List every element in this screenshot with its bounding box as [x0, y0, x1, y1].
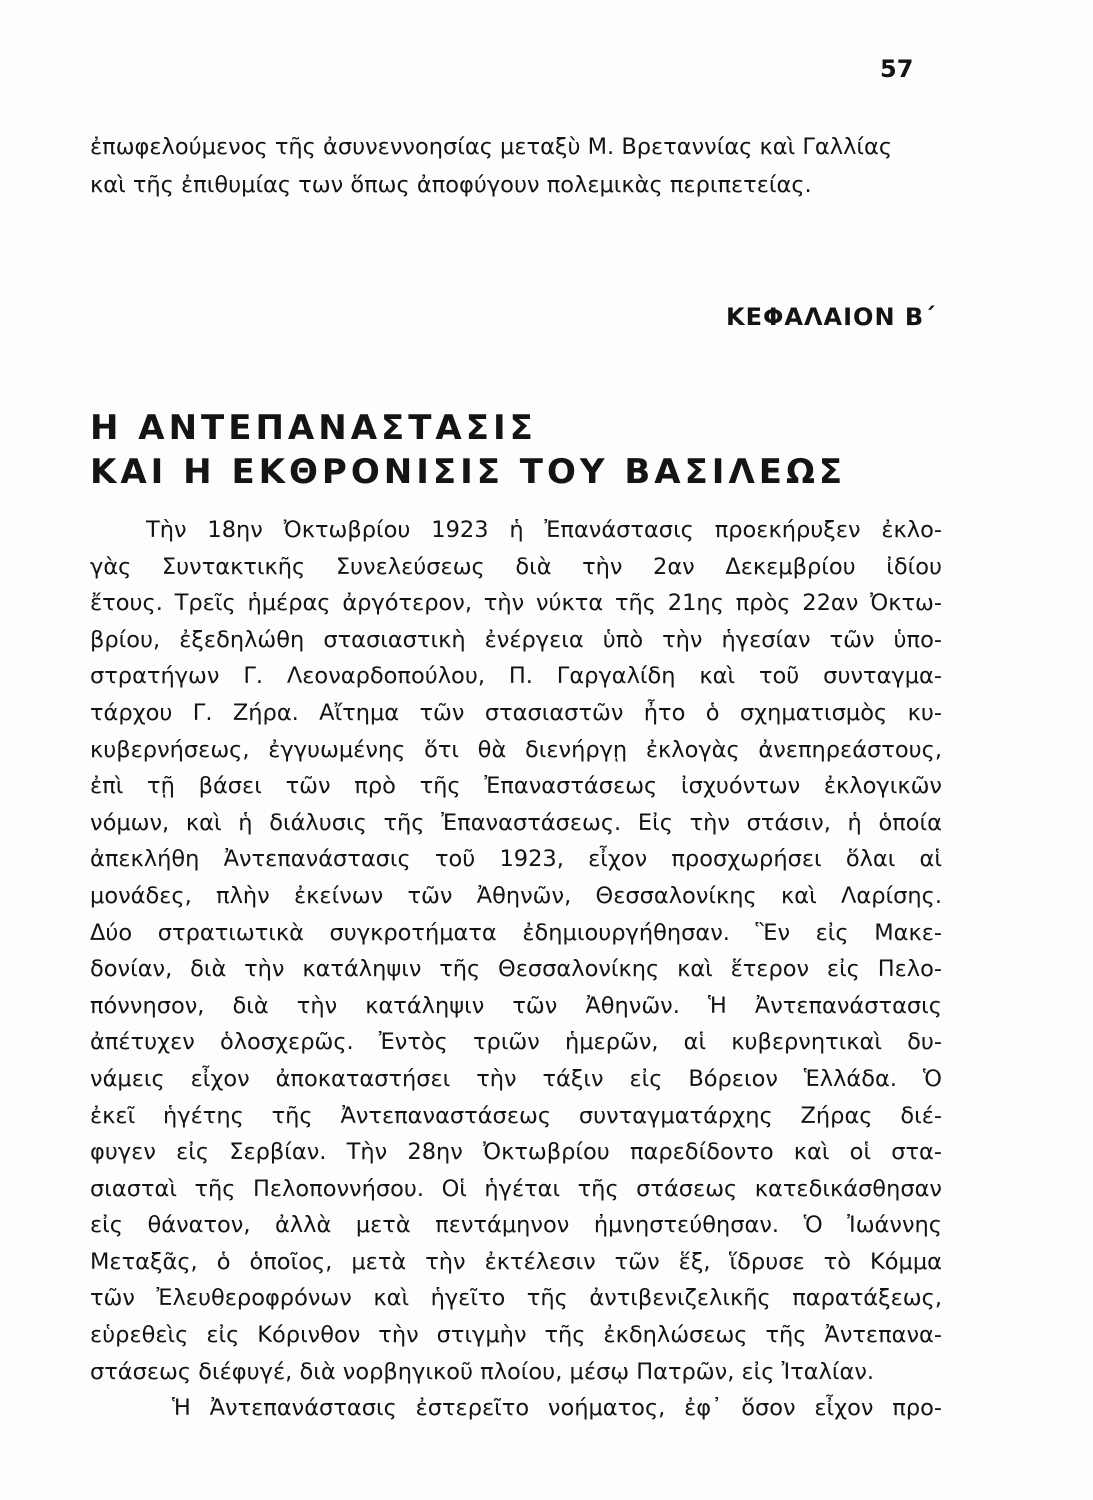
text-line: μονάδες, πλὴν ἐκείνων τῶν Ἀθηνῶν, Θεσσαλονίκης καὶ Λαρίσης.: [90, 882, 942, 909]
body-text: [90, 512, 942, 1427]
text-line: εὑρεθεὶς εἰς Κόρινθον τὴν στιγμὴν τῆς ἐκδηλώσεως τῆς Ἀντεπανα-: [90, 1322, 942, 1349]
paragraph-1: [90, 512, 942, 1390]
text-line: κυβερνήσεως, ἐγγυωμένης ὅτι θὰ διενήργῃ ἐκλογὰς ἀνεπηρεάστους,: [90, 736, 942, 763]
text-line: Μεταξᾶς, ὁ ὁποῖος, μετὰ τὴν ἐκτέλεσιν τῶν ἕξ, ἵδρυσε τὸ Κόμμα: [90, 1248, 942, 1275]
text-line: ἔτους. Τρεῖς ἡμέρας ἀργότερον, τὴν νύκτα τῆς 21ης πρὸς 22αν Ὀκτω-: [90, 590, 942, 617]
chapter-title-line-2: ΚΑΙ Η ΕΚΘΡΟΝΙΣΙΣ ΤΟΥ ΒΑΣΙΛΕΩΣ: [90, 452, 847, 492]
intro-line: καὶ τῆς ἐπιθυμίας των ὅπως ἀποφύγουν πολεμικὰς περιπετείας.: [90, 172, 812, 198]
text-line: στάσεως διέφυγέ, διὰ νορβηγικοῦ πλοίου, μέσῳ Πατρῶν, εἰς Ἰταλίαν.: [90, 1358, 875, 1385]
text-line: γὰς Συντακτικῆς Συνελεύσεως διὰ τὴν 2αν Δεκεμβρίου ἰδίου: [90, 553, 942, 580]
intro-line: ἐπωφελούμενος τῆς ἀσυνεννοησίας μεταξὺ Μ. Βρεταννίας καὶ Γαλλίας: [90, 134, 893, 160]
page-number: 57: [880, 55, 914, 83]
text-line: δονίαν, διὰ τὴν κατάληψιν τῆς Θεσσαλονίκης καὶ ἕτερον εἰς Πελο-: [90, 956, 942, 983]
text-line: ἀπεκλήθη Ἀντεπανάστασις τοῦ 1923, εἶχον προσχωρήσει ὅλαι αἱ: [90, 846, 942, 873]
text-line: στρατήγων Γ. Λεοναρδοπούλου, Π. Γαργαλίδη καὶ τοῦ συνταγμα-: [90, 663, 942, 690]
text-line: σιασταὶ τῆς Πελοποννήσου. Οἱ ἡγέται τῆς στάσεως κατεδικάσθησαν: [90, 1175, 942, 1202]
chapter-title: [90, 406, 846, 494]
text-line: Δύο στρατιωτικὰ συγκροτήματα ἐδημιουργήθησαν. Ἓν εἰς Μακε-: [90, 919, 942, 946]
text-line: πόννησον, διὰ τὴν κατάληψιν τῶν Ἀθηνῶν. Ἡ Ἀντεπανάστασις: [90, 992, 942, 1019]
text-line: εἰς θάνατον, ἀλλὰ μετὰ πεντάμηνον ἠμνηστεύθησαν. Ὁ Ἰωάννης: [90, 1212, 942, 1239]
text-line: νάμεις εἶχον ἀποκαταστήσει τὴν τάξιν εἰς Βόρειον Ἑλλάδα. Ὁ: [90, 1065, 942, 1092]
text-line: φυγεν εἰς Σερβίαν. Τὴν 28ην Ὀκτωβρίου παρεδίδοντο καὶ οἱ στα-: [90, 1139, 942, 1166]
text-line: Τὴν 18ην Ὀκτωβρίου 1923 ἡ Ἐπανάστασις προεκήρυξεν ἐκλο-: [146, 517, 942, 543]
intro-paragraph: [90, 128, 920, 204]
text-line: ἀπέτυχεν ὁλοσχερῶς. Ἐντὸς τριῶν ἡμερῶν, αἱ κυβερνητικαὶ δυ-: [90, 1029, 942, 1056]
text-line: Ἡ Ἀντεπανάστασις ἐστερεῖτο νοήματος, ἐφ᾽ ὅσον εἶχον προ-: [172, 1395, 942, 1422]
paragraph-2: [90, 1390, 942, 1427]
text-line: τῶν Ἐλευθεροφρόνων καὶ ἡγεῖτο τῆς ἀντιβενιζελικῆς παρατάξεως,: [90, 1285, 942, 1312]
text-line: ἐκεῖ ἡγέτης τῆς Ἀντεπαναστάσεως συνταγματάρχης Ζήρας διέ-: [90, 1102, 942, 1129]
chapter-title-line-1: Η ΑΝΤΕΠΑΝΑΣΤΑΣΙΣ: [90, 408, 537, 448]
chapter-label: ΚΕΦΑΛΑΙΟΝ Β΄: [726, 303, 936, 331]
text-line: βρίου, ἐξεδηλώθη στασιαστικὴ ἐνέργεια ὑπὸ τὴν ἡγεσίαν τῶν ὑπο-: [90, 626, 942, 653]
text-line: τάρχου Γ. Ζήρα. Αἴτημα τῶν στασιαστῶν ἦτο ὁ σχηματισμὸς κυ-: [90, 699, 942, 726]
text-line: νόμων, καὶ ἡ διάλυσις τῆς Ἐπαναστάσεως. Εἰς τὴν στάσιν, ἡ ὁποία: [90, 809, 942, 836]
text-line: ἐπὶ τῇ βάσει τῶν πρὸ τῆς Ἐπαναστάσεως ἰσχυόντων ἐκλογικῶν: [90, 773, 942, 800]
